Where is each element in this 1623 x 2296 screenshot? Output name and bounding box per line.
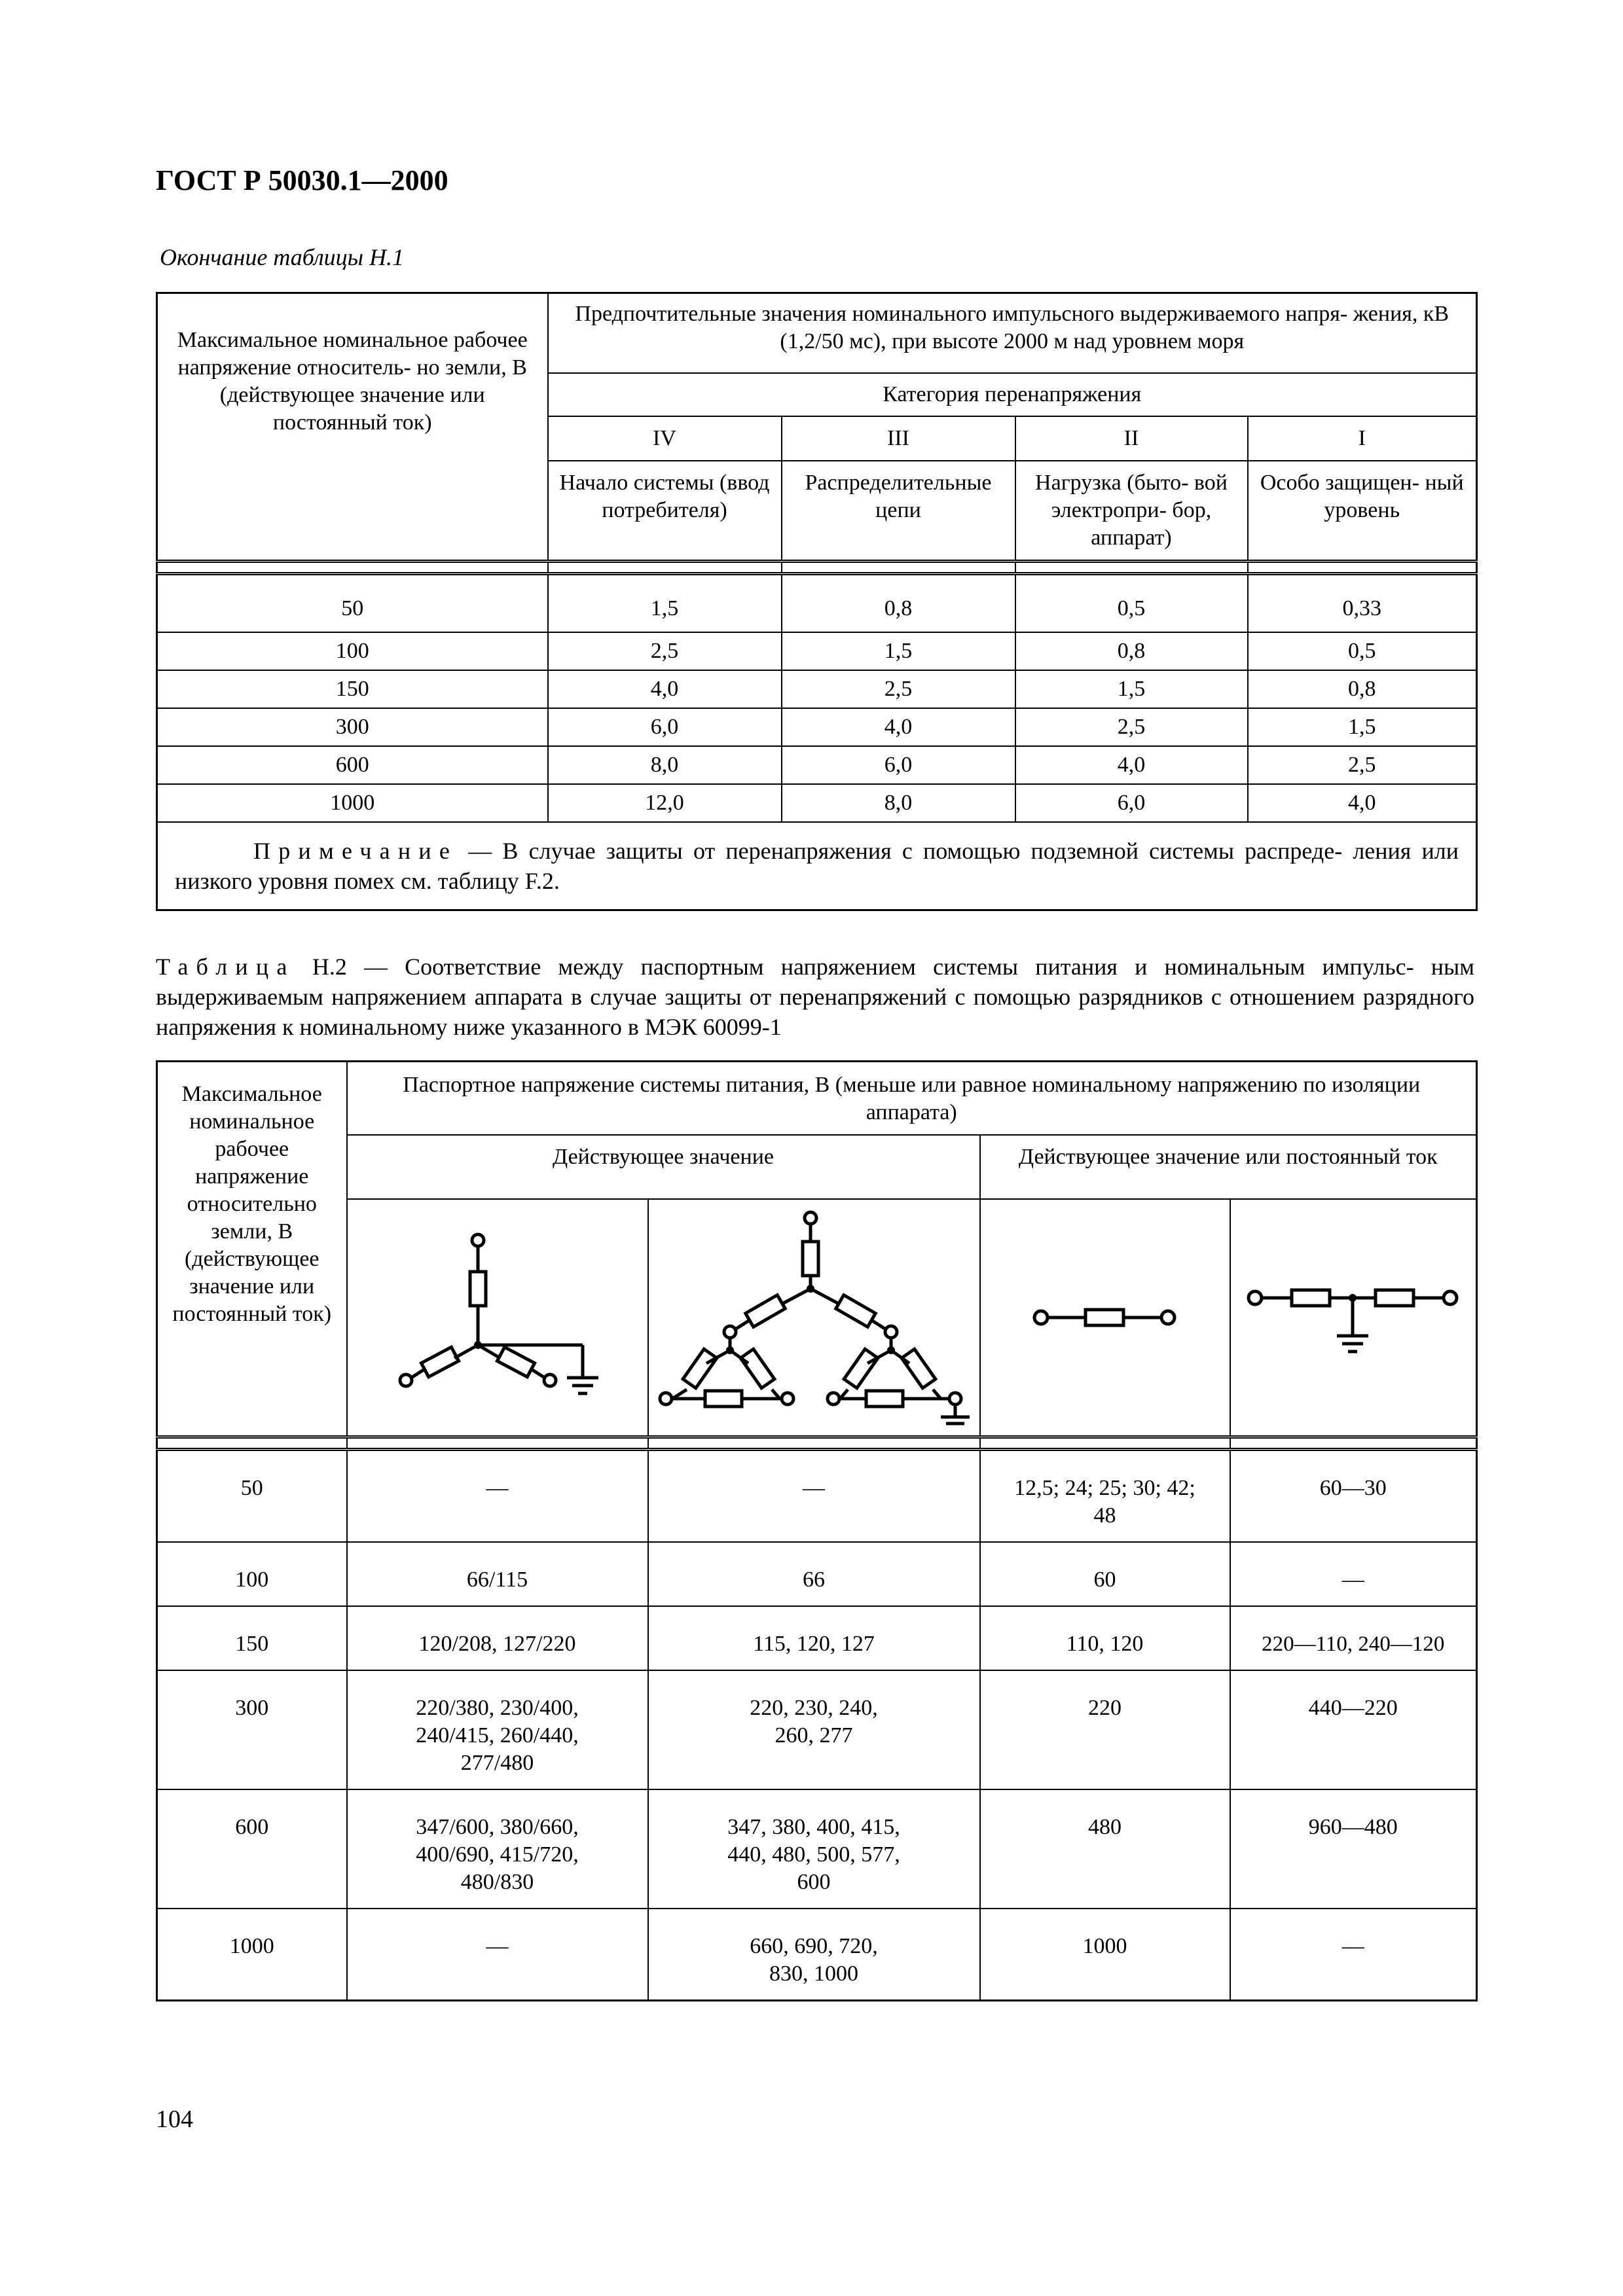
t1-cell: 2,5 xyxy=(1015,708,1248,746)
t2-cell: 220, 230, 240, 260, 277 xyxy=(648,1670,980,1789)
t1-cat-name: Распределительные цепи xyxy=(782,461,1015,562)
t1-group-header: Предпочтительные значения номинального импульсного выдерживаемого напря- жения, кВ (1,2/50 мс), при высоте 2000 м над уровнем моря xyxy=(548,293,1477,374)
t1-cell: 2,5 xyxy=(548,632,782,670)
t1-cat-name: Начало системы (ввод потребителя) xyxy=(548,461,782,562)
t1-cell: 0,8 xyxy=(782,574,1015,633)
table-h1 xyxy=(156,292,1478,911)
t2-cell: — xyxy=(648,1450,980,1543)
t1-cell: 0,5 xyxy=(1015,574,1248,633)
t2-subheader-acdc: Действующее значение или постоянный ток xyxy=(980,1135,1477,1199)
t1-cell: 12,0 xyxy=(548,784,782,822)
t1-cell: 1,5 xyxy=(548,574,782,633)
t2-cell: 1000 xyxy=(980,1909,1230,2001)
t1-cat-code: III xyxy=(782,416,1015,461)
t2-cell: 120/208, 127/220 xyxy=(347,1606,648,1670)
t2-caption-text: Н.2 — Соответствие между паспортным напряжением системы питания и номинальным импульс- ным выдерживаемым напряжением аппарата в случае защиты от перенапряжений с помощью разрядников с отношением разрядного напряжения к номинальному ниже указанного в МЭК 60099-1 xyxy=(156,954,1474,1040)
t1-cell: 4,0 xyxy=(1248,784,1477,822)
t1-cell: 4,0 xyxy=(1015,746,1248,784)
t2-cell: — xyxy=(347,1450,648,1543)
table-h1-caption: Окончание таблицы Н.1 xyxy=(160,244,405,270)
t2-group-header: Паспортное напряжение системы питания, В (меньше или равное номинальному напряжению по изоляции аппарата) xyxy=(347,1062,1477,1136)
t2-cell: 110, 120 xyxy=(980,1606,1230,1670)
t1-note xyxy=(157,822,1477,910)
t1-cell: 50 xyxy=(157,574,548,633)
t1-cell: 300 xyxy=(157,708,548,746)
split-line-grounded-icon xyxy=(1242,1278,1465,1357)
t2-cell: 220—110, 240—120 xyxy=(1230,1606,1477,1670)
table-row xyxy=(157,784,1477,822)
t2-cell: 60—30 xyxy=(1230,1450,1477,1543)
t2-cell: 50 xyxy=(157,1450,347,1543)
t1-rowhead: Максимальное номинальное рабочее напряжение относитель- но земли, В (действующее значение или постоянный ток) xyxy=(157,293,548,562)
t1-category-header: Категория перенапряжения xyxy=(548,373,1477,416)
t2-cell: 115, 120, 127 xyxy=(648,1606,980,1670)
delta-network-icon xyxy=(650,1206,977,1429)
split-line-grounded-symbol xyxy=(1230,1199,1477,1437)
t1-cell: 150 xyxy=(157,670,548,708)
t1-cell: 4,0 xyxy=(782,708,1015,746)
t1-cell: 100 xyxy=(157,632,548,670)
t2-cell: 220/380, 230/400, 240/415, 260/440, 277/480 xyxy=(347,1670,648,1789)
single-line-symbol xyxy=(980,1199,1230,1437)
t1-cell: 8,0 xyxy=(548,746,782,784)
table-row xyxy=(157,1606,1477,1670)
t2-cell: 60 xyxy=(980,1542,1230,1606)
table-h2 xyxy=(156,1060,1478,2001)
single-line-icon xyxy=(1027,1291,1184,1344)
t2-cell: — xyxy=(1230,1542,1477,1606)
t2-cell: 440—220 xyxy=(1230,1670,1477,1789)
t1-cat-code: IV xyxy=(548,416,782,461)
t2-cell: 600 xyxy=(157,1789,347,1909)
t2-subheader-ac: Действующее значение xyxy=(347,1135,980,1199)
table-row xyxy=(157,670,1477,708)
t1-cell: 1,5 xyxy=(1015,670,1248,708)
t2-cell: 100 xyxy=(157,1542,347,1606)
table-row xyxy=(157,708,1477,746)
t1-cat-name: Нагрузка (быто- вой электропри- бор, аппарат) xyxy=(1015,461,1248,562)
t1-cell: 1000 xyxy=(157,784,548,822)
document-header-title: ГОСТ Р 50030.1—2000 xyxy=(156,164,448,196)
t2-cell: 150 xyxy=(157,1606,347,1670)
t1-cell: 8,0 xyxy=(782,784,1015,822)
page-number: 104 xyxy=(156,2106,193,2133)
delta-network-symbol xyxy=(648,1199,980,1437)
t1-cell: 600 xyxy=(157,746,548,784)
star-network-icon xyxy=(393,1226,602,1409)
t1-note-text: — В случае защиты от перенапряжения с помощью подземной системы распреде- ления или низкого уровня помех см. таблицу F.2. xyxy=(175,838,1459,894)
t2-cell: 480 xyxy=(980,1789,1230,1909)
t1-cell: 6,0 xyxy=(782,746,1015,784)
t1-cell: 1,5 xyxy=(1248,708,1477,746)
table-row xyxy=(157,1542,1477,1606)
t2-cell: 220 xyxy=(980,1670,1230,1789)
table-h2-caption xyxy=(156,952,1474,1042)
table-row xyxy=(157,632,1477,670)
t1-cell: 0,5 xyxy=(1248,632,1477,670)
t1-cat-name: Особо защищен- ный уровень xyxy=(1248,461,1477,562)
t1-cell: 4,0 xyxy=(548,670,782,708)
t2-cell: — xyxy=(1230,1909,1477,2001)
t1-cell: 0,8 xyxy=(1015,632,1248,670)
t2-cell: 300 xyxy=(157,1670,347,1789)
t1-cell: 2,5 xyxy=(1248,746,1477,784)
t2-cell: 347, 380, 400, 415, 440, 480, 500, 577, 600 xyxy=(648,1789,980,1909)
t1-cat-code: I xyxy=(1248,416,1477,461)
t2-cell: 12,5; 24; 25; 30; 42; 48 xyxy=(980,1450,1230,1543)
t2-cell: 1000 xyxy=(157,1909,347,2001)
t2-rowhead: Максимальное номинальное рабочее напряжение относительно земли, В (действующее значение или постоянный ток) xyxy=(157,1062,347,1437)
table-row xyxy=(157,746,1477,784)
t2-cell: 347/600, 380/660, 400/690, 415/720, 480/830 xyxy=(347,1789,648,1909)
t1-cell: 6,0 xyxy=(1015,784,1248,822)
t2-caption-label: Таблица xyxy=(156,954,295,980)
t2-cell: 660, 690, 720, 830, 1000 xyxy=(648,1909,980,2001)
t1-cell: 1,5 xyxy=(782,632,1015,670)
table-row xyxy=(157,1450,1477,1543)
t1-note-label: Примечание xyxy=(253,838,458,864)
table-row xyxy=(157,1670,1477,1789)
t1-cat-code: II xyxy=(1015,416,1248,461)
t1-cell: 0,33 xyxy=(1248,574,1477,633)
t2-cell: 960—480 xyxy=(1230,1789,1477,1909)
t1-header-separator xyxy=(157,562,1477,574)
t2-cell: 66/115 xyxy=(347,1542,648,1606)
t1-cell: 6,0 xyxy=(548,708,782,746)
t1-cell: 0,8 xyxy=(1248,670,1477,708)
star-network-symbol xyxy=(347,1199,648,1437)
t1-cell: 2,5 xyxy=(782,670,1015,708)
table-row xyxy=(157,574,1477,633)
table-row xyxy=(157,1909,1477,2001)
t2-cell: 66 xyxy=(648,1542,980,1606)
t2-cell: — xyxy=(347,1909,648,2001)
table-row xyxy=(157,1789,1477,1909)
t2-header-separator xyxy=(157,1437,1477,1450)
